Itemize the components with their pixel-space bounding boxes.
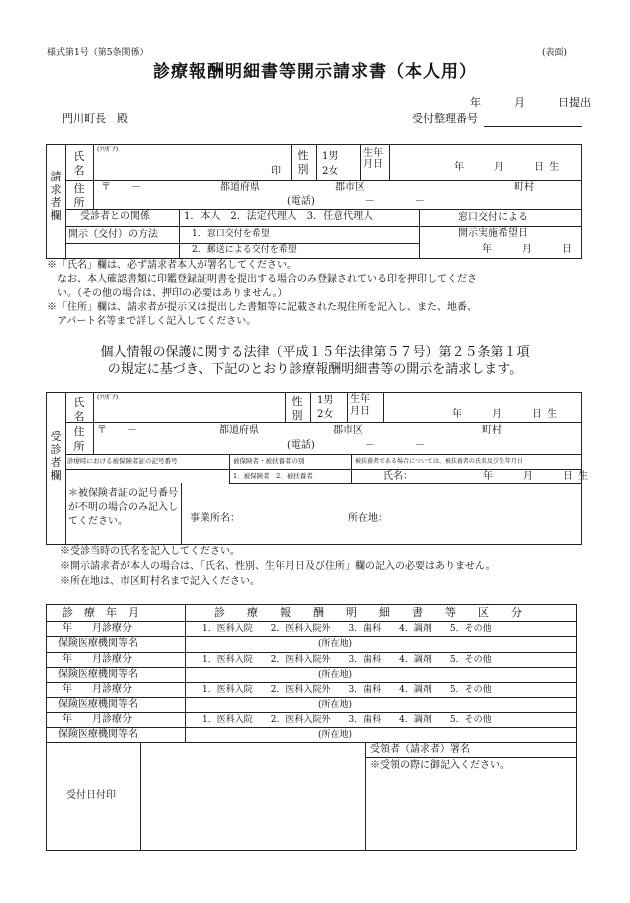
requester-phone[interactable]: (電話) － －: [287, 196, 425, 207]
row-month[interactable]: 年 月診療分: [62, 654, 132, 665]
requester-town: 町村: [514, 182, 534, 193]
employer-label[interactable]: 事業所名：: [190, 513, 240, 524]
requester-birth-date[interactable]: 年 月 日 生: [454, 162, 560, 173]
insured-type-label: 被保険者・被扶養者の別: [233, 457, 305, 465]
table-header-type: 診 療 報 酬 明 細 書 等 区 分: [214, 606, 522, 619]
requester-prefecture: 都道府県: [220, 182, 260, 193]
patient-birth-label: 生年月日: [350, 394, 370, 417]
row-facility-location[interactable]: (所在地): [318, 700, 353, 710]
patient-birth-date[interactable]: 年 月 日 生: [452, 409, 558, 420]
note-2a: ※受診当時の氏名を記入してください。: [60, 546, 240, 557]
patient-name-label: 氏名: [73, 396, 85, 423]
row-facility-label: 保険医療機関等名: [58, 638, 138, 649]
table-header-month: 診 療 年 月: [62, 606, 139, 619]
insurance-number-label: 診療時における被保険者証の記号番号: [67, 457, 178, 465]
employer-location-label[interactable]: 所在地：: [348, 513, 388, 524]
row-types[interactable]: 1．医科入院 2．医科入院外 3．歯科 4．調剤 5．その他: [202, 685, 492, 695]
patient-city: 郡市区: [333, 425, 363, 436]
row-types[interactable]: 1．医科入院 2．医科入院外 3．歯科 4．調剤 5．その他: [202, 624, 492, 634]
signature-label: 受領者（請求者）署名: [370, 744, 470, 755]
row-types[interactable]: 1．医科入院 2．医科入院外 3．歯科 4．調剤 5．その他: [202, 655, 492, 665]
window-label-1: 窓口交付による: [458, 212, 528, 223]
row-types[interactable]: 1．医科入院 2．医科入院外 3．歯科 4．調剤 5．その他: [202, 715, 492, 725]
requester-birth-label: 生年月日: [363, 148, 383, 170]
method-label: 開示（交付）の方法: [68, 229, 158, 240]
patient-sex-label: 性別: [291, 395, 303, 422]
requester-address-label: 住所: [73, 182, 85, 209]
patient-prefecture: 都道府県: [219, 425, 259, 436]
statement-line-2: の規定に基づき、下記のとおり診療報酬明細書等の開示を請求します。: [107, 362, 523, 377]
relation-options[interactable]: 1．本人 2．法定代理人 3．任意代理人: [184, 211, 374, 222]
requester-seal: 印: [271, 166, 281, 177]
patient-name-input[interactable]: [94, 404, 284, 421]
patient-postal[interactable]: 〒 －: [97, 425, 137, 436]
patient-section-label: 受診者欄: [50, 430, 62, 482]
signature-note: ※受領の際に御記入ください。: [370, 760, 510, 771]
requester-sex-label: 性別: [297, 149, 309, 176]
requester-section-label: 請求者欄: [50, 170, 62, 222]
dependent-name[interactable]: 氏名：: [383, 471, 413, 482]
requester-city: 郡市区: [335, 182, 365, 193]
row-facility-location[interactable]: (所在地): [318, 670, 353, 680]
patient-furigana: (ﾌﾘｶﾞﾅ): [97, 393, 119, 401]
note-2b: ※開示請求者が本人の場合は、「氏名、性別、生年月日及び住所」欄の記入の必要はありません。: [60, 561, 496, 572]
requester-furigana: (ﾌﾘｶﾞﾅ): [97, 145, 119, 153]
requester-name-label: 氏名: [73, 150, 85, 177]
row-facility-location[interactable]: (所在地): [318, 730, 353, 740]
row-facility-label: 保険医療機関等名: [58, 729, 138, 740]
requester-postal[interactable]: 〒 －: [101, 182, 141, 193]
requester-sex-options[interactable]: 1男 2女: [322, 151, 339, 177]
row-month[interactable]: 年 月診療分: [62, 623, 132, 634]
row-facility-label: 保険医療機関等名: [58, 669, 138, 680]
insurance-number-input[interactable]: [67, 471, 227, 483]
submit-date[interactable]: 年 月 日提出: [470, 96, 591, 109]
note-2c: ※所在地は、市区町村名まで記入ください。: [60, 576, 260, 587]
row-facility-location[interactable]: (所在地): [318, 639, 353, 649]
window-date[interactable]: 年 月 日: [482, 244, 572, 255]
patient-town: 町村: [482, 425, 502, 436]
signature-field[interactable]: [368, 776, 573, 848]
note-1d: ※「住所」欄は、請求者が提示又は提出した書類等に記載された現住所を記入し、また、地番、: [47, 302, 477, 313]
row-month[interactable]: 年 月診療分: [62, 684, 132, 695]
relation-label: 受診者との関係: [80, 211, 150, 222]
patient-sex-options[interactable]: 1男 2女: [317, 395, 334, 420]
dependent-note: 被扶養者である場合については、被扶養者の氏名及び生年月日: [355, 458, 523, 465]
dependent-birth[interactable]: 年 月 日 生: [483, 471, 589, 482]
receipt-date-stamp: 受付日付印: [66, 790, 116, 801]
row-month[interactable]: 年 月診療分: [62, 714, 132, 725]
row-facility-label: 保険医療機関等名: [58, 699, 138, 710]
window-label-2: 開示実施希望日: [458, 228, 528, 239]
note-1a: ※「氏名」欄は、必ず請求者本人が署名してください。: [47, 260, 297, 271]
receipt-number-field[interactable]: [484, 126, 582, 127]
side-label: (表面): [542, 48, 568, 58]
receipt-number-label: 受付整理番号: [412, 112, 478, 125]
unknown-number-note: ＊被保険者証の記号番号が不明の場合のみ記入してください。: [68, 488, 178, 527]
statement-line-1: 個人情報の保護に関する法律（平成１５年法律第５７号）第２５条第１項: [100, 345, 530, 360]
method-option-window[interactable]: 1．窓口交付を希望: [192, 229, 270, 239]
form-number: 様式第1号（第5条関係）: [47, 48, 149, 58]
patient-phone[interactable]: (電話) － －: [287, 440, 425, 451]
method-option-mail[interactable]: 2．郵送による交付を希望: [192, 245, 297, 255]
addressee: 門川町長 殿: [62, 112, 128, 125]
page-title: 診療報酬明細書等開示請求書（本人用）: [153, 62, 477, 82]
note-1e: アパート名等まで詳しく記入してください。: [47, 316, 257, 327]
requester-name-input[interactable]: [94, 145, 290, 179]
note-1c: い。（その他の場合は、押印の必要はありません。）: [47, 288, 288, 299]
patient-address-label: 住所: [73, 425, 85, 453]
insured-type-options[interactable]: 1．被保険者 2．被扶養者: [233, 472, 313, 480]
note-1b: なお、本人確認書類に印鑑登録証明書を提出する場合のみ登録されている印を押印してくださ: [47, 274, 477, 285]
